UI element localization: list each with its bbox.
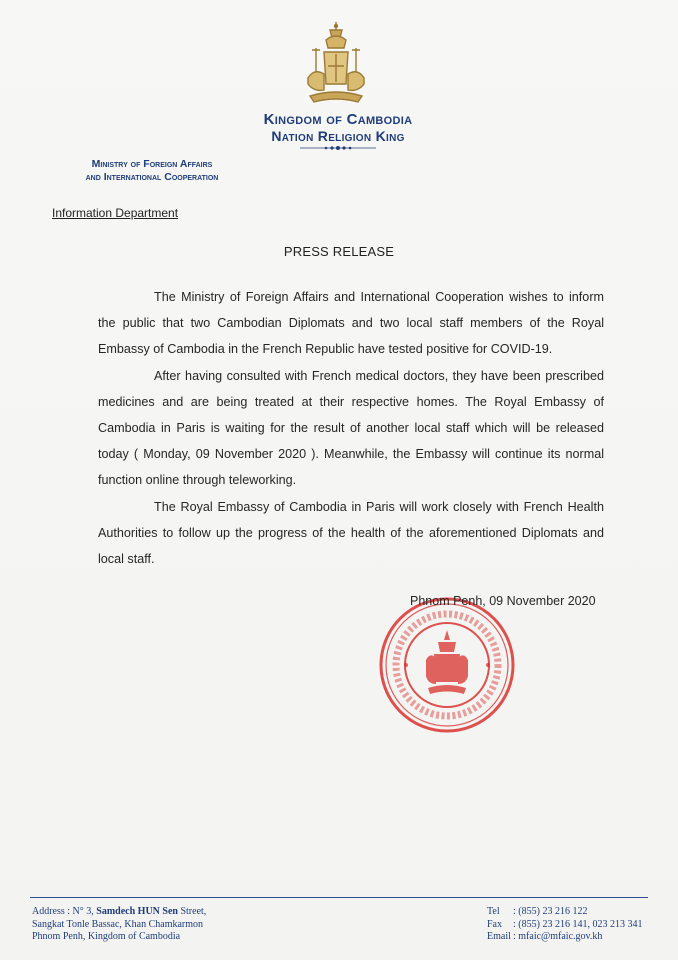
address-street-name: Samdech HUN Sen	[96, 906, 178, 917]
address-street-suffix: Street,	[177, 906, 207, 917]
ministry-seal-icon	[376, 594, 518, 736]
ministry-line-1: Ministry of Foreign Affairs	[91, 158, 213, 170]
fax-value: : (855) 23 216 141, 023 213 341	[513, 918, 643, 930]
press-release-title: PRESS RELEASE	[283, 244, 395, 259]
press-release-body	[98, 284, 604, 572]
kingdom-motto: Nation Religion King	[271, 128, 405, 144]
email-value[interactable]: : mfaic@mfaic.gov.kh	[513, 931, 603, 942]
email-label: Email	[487, 931, 511, 942]
address-label: Address : N° 3,	[32, 906, 97, 917]
email-row	[487, 931, 667, 944]
footer-contact	[487, 906, 667, 944]
tel-value: : (855) 23 216 122	[513, 906, 588, 917]
paragraph-1: The Ministry of Foreign Affairs and International Cooperation wishes to inform the public that two Cambodian Diplomats and two local staff members of the Royal Embassy of Cambodia in the French Republic have tested positive for COVID-19.	[98, 290, 604, 357]
ministry-heading	[32, 158, 272, 184]
footer-address	[32, 906, 332, 944]
kingdom-heading	[240, 111, 436, 145]
address-line-3: Phnom Penh, Kingdom of Cambodia	[32, 931, 181, 942]
paragraph-3: The Royal Embassy of Cambodia in Paris will work closely with French Health Authorities to follow up the progress of the health of the aforementioned Diplomats and local staff.	[98, 499, 604, 567]
fax-label: Fax	[487, 918, 502, 930]
tel-label: Tel	[487, 906, 500, 917]
footer-divider	[30, 897, 648, 898]
place-and-date: Phnom Penh, 09 November 2020	[410, 594, 596, 608]
ornament-divider-icon	[300, 143, 376, 153]
address-line-1	[32, 906, 332, 919]
ministry-line-2: and International Cooperation	[85, 171, 219, 183]
tel-row	[487, 906, 667, 919]
royal-arms-emblem-icon	[296, 18, 376, 108]
address-line-2: Sangkat Tonle Bassac, Khan Chamkarmon	[32, 918, 204, 930]
kingdom-title: Kingdom of Cambodia	[263, 111, 413, 128]
fax-row	[487, 919, 667, 932]
department-label: Information Department	[52, 206, 179, 220]
paragraph-2: After having consulted with French medical doctors, they have been prescribed medicines and are being treated at their respective homes. The Royal Embassy of Cambodia in Paris is waiting for the result of another local staff which will be released today ( Monday, 09 November 2020 ). Meanwhile, the Embassy will continue its normal function online through teleworking.	[98, 368, 604, 488]
